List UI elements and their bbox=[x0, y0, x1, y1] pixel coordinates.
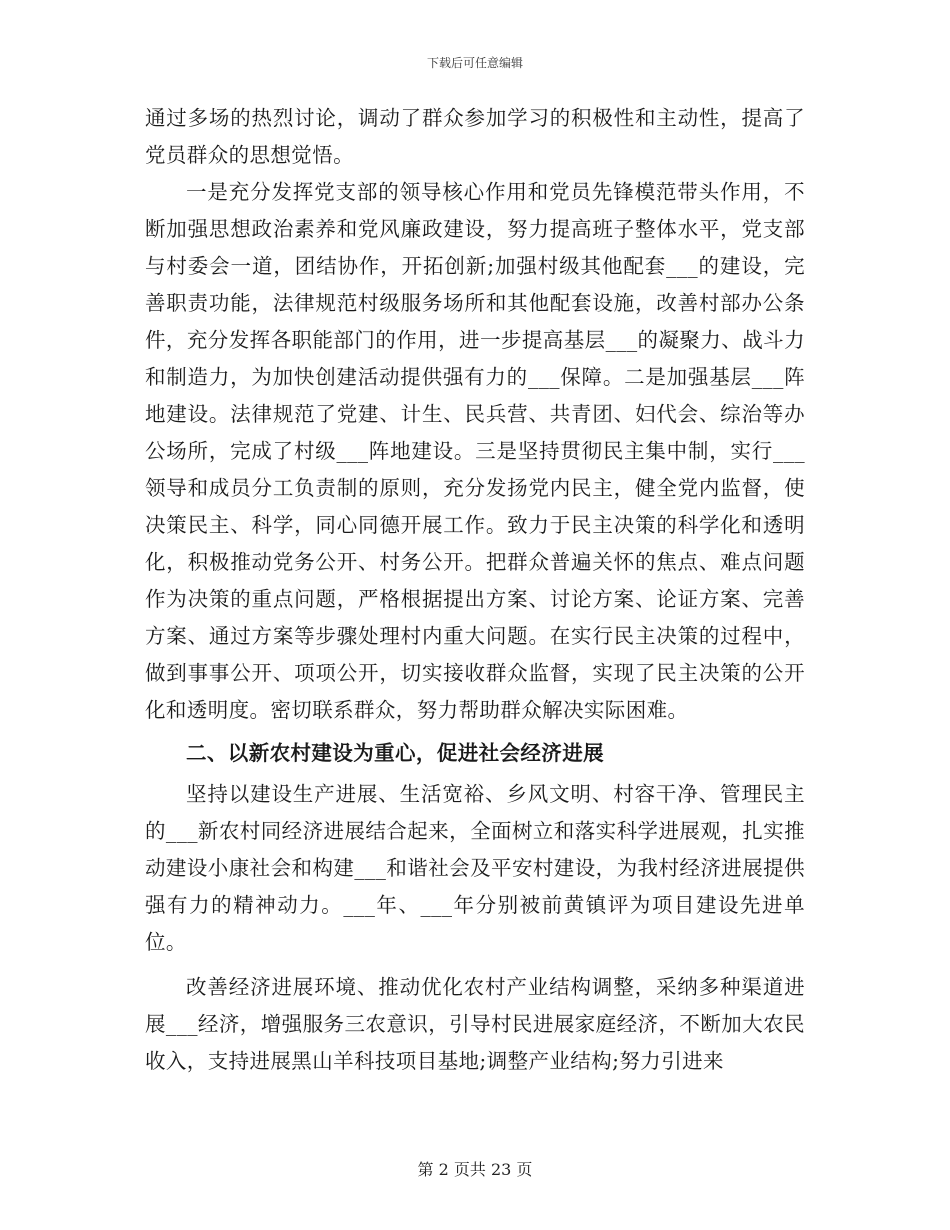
paragraph-1: 通过多场的热烈讨论，调动了群众参加学习的积极性和主动性，提高了党员群众的思想觉悟。 bbox=[145, 106, 805, 167]
paragraph-4: 改善经济进展环境、推动优化农村产业结构调整，采纳多种渠道进展___经济，增强服务三农意识，引导村民进展家庭经济，不断加大农民收入，支持进展黑山羊科技项目基地;调整产业结构;努力引进来 bbox=[145, 975, 805, 1073]
page-header-note: 下载后可任意编辑 bbox=[426, 56, 523, 70]
paragraph-3: 坚持以建设生产进展、生活宽裕、乡风文明、村容干净、管理民主的___新农村同经济进展结合起来，全面树立和落实科学进展观，扎实推动建设小康社会和构建___和谐社会及平安村建设，为我村经济进展提供强有力的精神动力。___年、___年分别被前黄镇评为项目建设先进单位。 bbox=[145, 782, 805, 954]
section-heading-2: 二、以新农村建设为重心，促进社会经济进展 bbox=[186, 741, 604, 765]
document-body bbox=[145, 100, 805, 1080]
paragraph-2: 一是充分发挥党支部的领导核心作用和党员先锋模范带头作用，不断加强思想政治素养和党风廉政建设，努力提高班子整体水平，党支部与村委会一道，团结协作，开拓创新;加强村级其他配套___的建设，完善职责功能，法律规范村级服务场所和其他配套设施，改善村部办公条件，充分发挥各职能部门的作用，进一步提高基层___的凝聚力、战斗力和制造力，为加快创建活动提供强有力的___保障。二是加强基层___阵地建设。法律规范了党建、计生、民兵营、共青团、妇代会、综治等办公场所，完成了村级___阵地建设。三是坚持贯彻民主集中制，实行___领导和成员分工负责制的原则，充分发扬党内民主，健全党内监督，使决策民主、科学，同心同德开展工作。致力于民主决策的科学化和透明化，积极推动党务公开、村务公开。把群众普遍关怀的焦点、难点问题作为决策的重点问题，严格根据提出方案、讨论方案、论证方案、完善方案、通过方案等步骤处理村内重大问题。在实行民主决策的过程中，做到事事公开、项项公开，切实接收群众监督，实现了民主决策的公开化和透明度。密切联系群众，努力帮助群众解决实际困难。 bbox=[145, 180, 805, 722]
page-number: 第 2 页共 23 页 bbox=[417, 1160, 533, 1179]
